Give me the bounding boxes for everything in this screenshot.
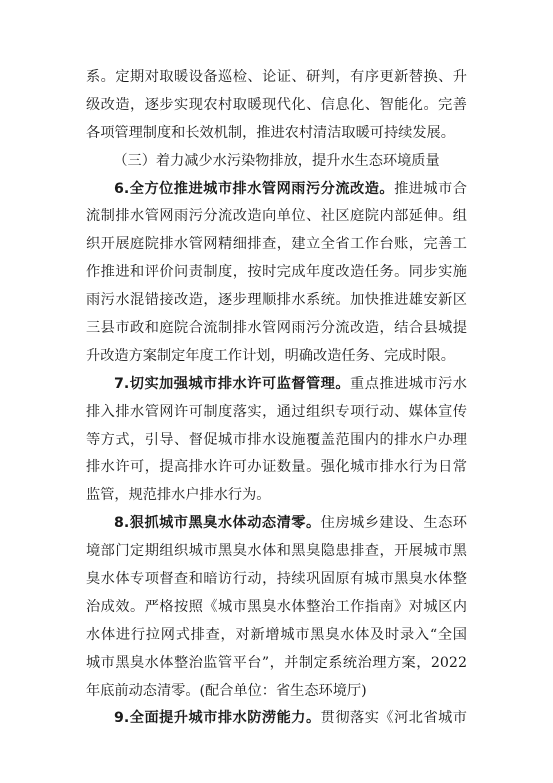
- body-line: 排水许可，提高排水许可办证数量。强化城市排水行为日常: [86, 459, 467, 476]
- item-8-text: 住房城乡建设、生态环: [320, 515, 467, 532]
- body-line: 境部门定期组织城市黑臭水体和黑臭隐患排查，开展城市黑: [86, 543, 467, 560]
- body-line: 织开展庭院排水管网精细排查，建立全省工作台账，完善工: [86, 236, 467, 253]
- item-9-first-line: [86, 705, 467, 733]
- body-line: 城市黑臭水体整治监管平台”，并制定系统治理方案，2022: [86, 654, 467, 671]
- body-line: 年底前动态清零。(配合单位：省生态环境厅): [86, 682, 367, 699]
- body-line: 臭水体专项督查和暗访行动，持续巩固原有城市黑臭水体整: [86, 571, 467, 588]
- body-line: 各项管理制度和长效机制，推进农村清洁取暖可持续发展。: [86, 124, 455, 141]
- item-6-text: 推进城市合: [394, 180, 467, 197]
- body-line: 雨污水混错接改造，逐步理顺排水系统。加快推进雄安新区: [86, 292, 467, 309]
- body-line: 系。定期对取暖设备巡检、论证、研判，有序更新替换、升: [86, 69, 467, 85]
- item-6-title: 6.全方位推进城市排水管网雨污分流改造。: [114, 180, 395, 197]
- item-7-text: 重点推进城市污水: [350, 375, 467, 392]
- body-line: 级改造，逐步实现农村取暖现代化、信息化、智能化。完善: [86, 96, 467, 113]
- item-6-first-line: [86, 176, 467, 204]
- body-line: 流制排水管网雨污分流改造向单位、社区庭院内部延伸。组: [86, 208, 467, 225]
- body-line: 升改造方案制定年度工作计划，明确改造任务、完成时限。: [86, 347, 455, 364]
- item-9-text: 贯彻落实《河北省城市: [320, 710, 467, 727]
- body-line: 治成效。严格按照《城市黑臭水体整治工作指南》对城区内: [86, 598, 467, 615]
- item-9-title: 9.全面提升城市排水防涝能力。: [114, 710, 321, 727]
- item-7-title: 7.切实加强城市排水许可监督管理。: [114, 375, 351, 392]
- body-line: 三县市政和庭院合流制排水管网雨污分流改造，结合县城提: [86, 320, 467, 337]
- section-heading: （三）着力减少水污染物排放，提升水生态环境质量: [113, 152, 440, 169]
- item-7-first-line: [86, 371, 467, 399]
- body-line: 作推进和评价问责制度，按时完成年度改造任务。同步实施: [86, 264, 467, 281]
- item-8-first-line: [86, 510, 467, 538]
- body-line: 监管，规范排水户排水行为。: [86, 487, 271, 504]
- body-line: 等方式，引导、督促城市排水设施覆盖范围内的排水户办理: [86, 431, 467, 448]
- item-8-title: 8.狠抓城市黑臭水体动态清零。: [114, 515, 321, 532]
- body-line: 排入排水管网许可制度落实，通过组织专项行动、媒体宣传: [86, 403, 467, 420]
- body-line: 水体进行拉网式排查，对新增城市黑臭水体及时录入“全国: [86, 626, 467, 643]
